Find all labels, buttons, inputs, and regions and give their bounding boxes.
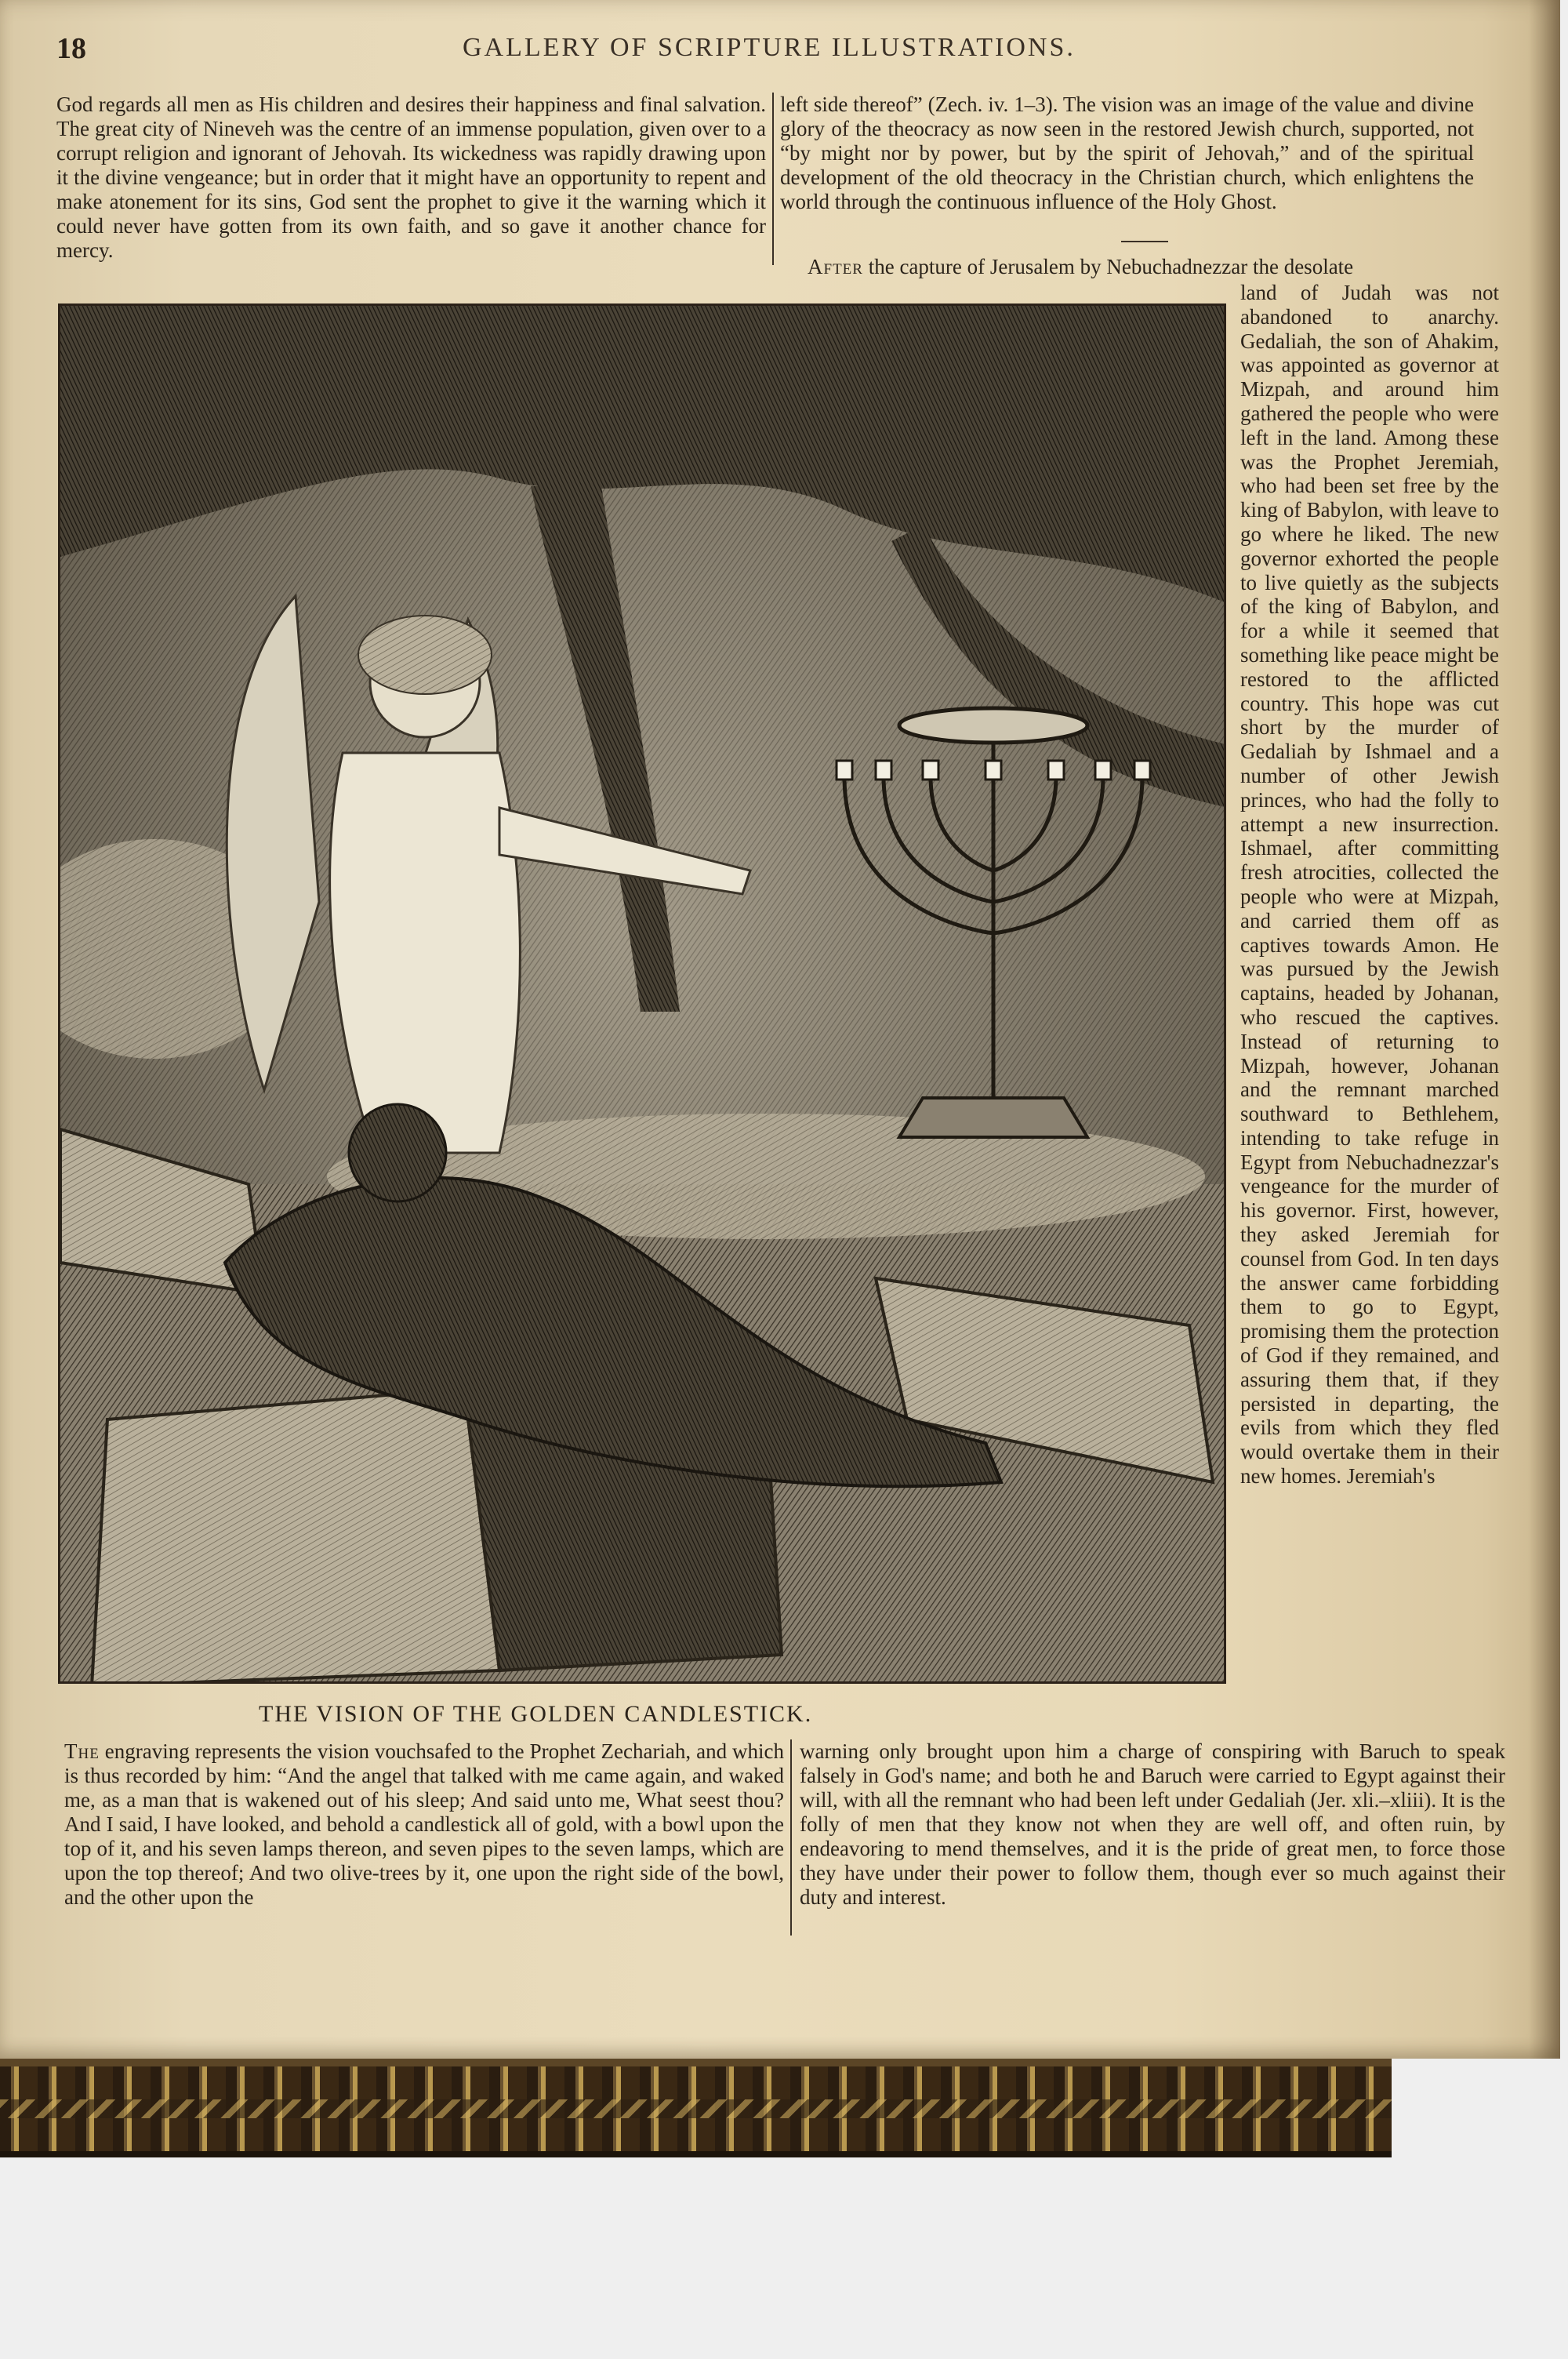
top-left-column: God regards all men as His children and desires their happiness and final salvation. The great city of Nineveh was the centre of an immense population, given over to a corrupt religion and ignorant of Jehovah. Its wickedness was rapidly drawing upon it the divine vengeance; but in order that it might have an opportunity to repent and make atonement for its sins, God sent the prophet to give it the warning which it could never have gotten from its own faith, and so gave it another chance for mercy. <box>56 93 766 262</box>
bottom-left-column <box>64 1739 784 1910</box>
book-binding-edge <box>0 2059 1392 2157</box>
article-lead-word: After <box>808 255 863 278</box>
illustration-caption: THE VISION OF THE GOLDEN CANDLESTICK. <box>259 1701 813 1727</box>
engraving-illustration <box>58 304 1226 1684</box>
bottom-lead-word: The <box>64 1739 100 1763</box>
page-edge-shadow <box>1529 0 1560 2059</box>
running-head: GALLERY OF SCRIPTURE ILLUSTRATIONS. <box>463 33 1076 62</box>
article-intro <box>808 255 1478 279</box>
page-number: 18 <box>56 32 86 65</box>
article-side-column: land of Judah was not abandoned to anarchy. Gedaliah, the son of Ahakim, was appointed as governor at Mizpah, and around him gathered the people who were left in the land. Among these was the Prophet Jeremiah, who had been set free by the king of Babylon, with leave to go where he liked. The new governor exhorted the people to live quietly as the subjects of the king of Babylon, and for a while it seemed that something like peace might be restored to the afflicted country. This hope was cut short by the murder of Gedaliah by Ishmael and a number of other Jewish princes, who had the folly to attempt a new insurrection. Ishmael, after committing fresh atrocities, collected the people who were at Mizpah, and carried them off as captives towards Amon. He was pursued by the Jewish captains, headed by Johanan, who rescued the captives. Instead of returning to Mizpah, however, Johanan and the remnant marched southward to Bethlehem, intending to take refuge in Egypt from Nebuchadnezzar's vengeance for the murder of his governor. First, however, they asked Jeremiah for counsel from God. In ten days the answer came forbidding them to go to Egypt, promising them the protection of God if they remained, and assuring them that, if they persisted in departing, the evils from which they fled would overtake them in their new homes. Jeremiah's <box>1240 281 1499 1488</box>
section-divider <box>1121 241 1168 242</box>
column-rule-top <box>772 93 774 265</box>
bottom-right-column: warning only brought upon him a charge of conspiring with Baruch to speak falsely in God's name; and both he and Baruch were carried to Egypt against their will, with all the remnant who had been left under Gedaliah (Jer. xli.–xliii). It is the folly of men that they know not when they are well off, and often ruin, by endeavoring to mend themselves, and it is the pride of great men, to force those they have under their power to follow them, though ever so much against their duty and interest. <box>800 1739 1505 1909</box>
article-intro-text: the capture of Jerusalem by Nebuchadnezzar the desolate <box>862 255 1354 278</box>
top-right-column: left side thereof” (Zech. iv. 1–3). The vision was an image of the value and divine glory of the theocracy as now seen in the restored Jewish church, supported, not “by might nor by power, but by the spirit of Jehovah,” and of the spiritual development of the old theocracy in the Christian church, which enlightens the world through the continuous influence of the Holy Ghost. <box>780 93 1474 213</box>
column-rule-bottom <box>790 1739 792 1936</box>
engraving-angel-candlestick-icon <box>60 306 1226 1684</box>
bottom-left-text: engraving represents the vision vouchsafed to the Prophet Zechariah, and which is thus recorded by him: “And the angel that talked with me came again, and waked me, as a man that is wakened out of his sleep; And said unto me, What seest thou? And I said, I have looked, and behold a candlestick all of gold, with a bowl upon the top of it, and his seven lamps thereon, and seven pipes to the seven lamps, which are upon the top thereof; And two olive-trees by it, one upon the right side of the bowl, and the other upon the <box>64 1739 784 1909</box>
